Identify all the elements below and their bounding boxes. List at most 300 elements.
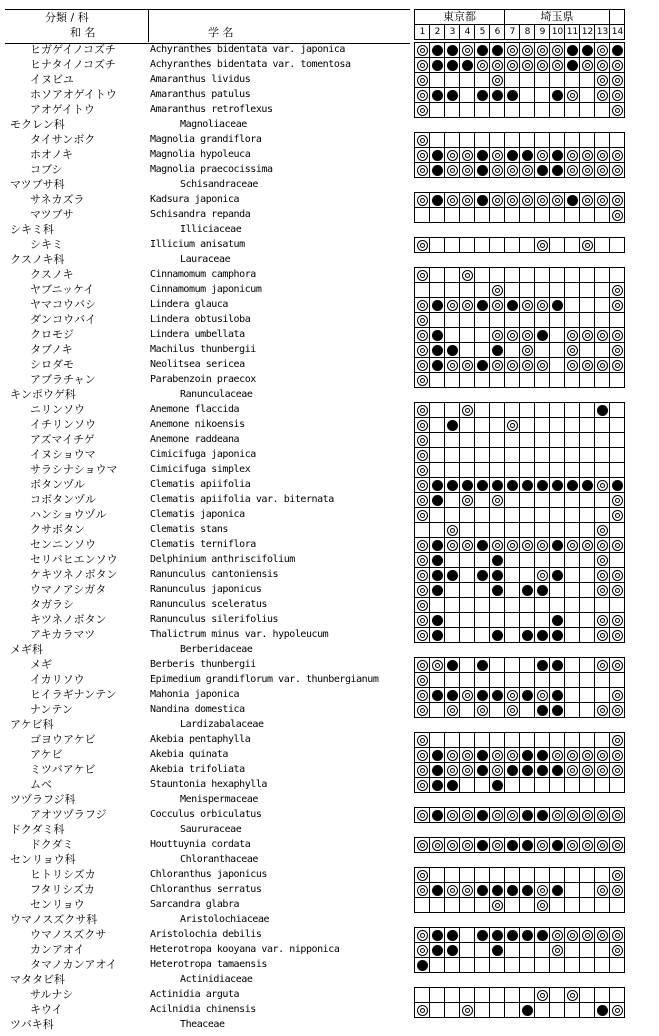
double-circle-icon — [462, 750, 473, 761]
family-name-ja: クスノキ科 — [10, 253, 65, 266]
site-cell — [460, 163, 475, 178]
site-cell — [595, 433, 610, 448]
site-number-7: 7 — [505, 25, 520, 40]
site-cell — [595, 598, 610, 613]
site-cell — [520, 343, 535, 358]
filled-circle-icon — [537, 930, 548, 941]
site-cell — [460, 208, 475, 223]
site-cell — [595, 583, 610, 598]
site-cell — [580, 523, 595, 538]
double-circle-icon — [567, 330, 578, 341]
species-row — [0, 957, 412, 972]
site-cell — [595, 568, 610, 583]
site-cell — [610, 988, 625, 1003]
site-cell — [475, 928, 490, 943]
filled-circle-icon — [477, 750, 488, 761]
double-circle-icon — [612, 105, 623, 116]
site-cell — [520, 463, 535, 478]
site-cell — [505, 658, 520, 673]
site-cell — [445, 778, 460, 793]
site-cell — [415, 73, 430, 88]
site-cell — [520, 883, 535, 898]
site-cell — [520, 568, 535, 583]
site-cell — [610, 343, 625, 358]
species-row — [0, 807, 412, 822]
site-cell — [535, 43, 550, 58]
species-name-ja: ホソアオゲイトウ — [30, 88, 117, 101]
family-name-ja: ツヅラフジ科 — [10, 793, 76, 806]
site-cell — [610, 238, 625, 253]
site-cell — [580, 238, 595, 253]
site-cell — [580, 298, 595, 313]
double-circle-icon — [447, 840, 458, 851]
site-cell — [520, 163, 535, 178]
site-cell — [460, 103, 475, 118]
site-cell — [565, 838, 580, 853]
site-cell — [610, 958, 625, 973]
site-cell — [565, 628, 580, 643]
site-cell — [580, 688, 595, 703]
filled-circle-icon — [567, 195, 578, 206]
filled-circle-icon — [492, 90, 503, 101]
double-circle-icon — [417, 45, 428, 56]
site-cell — [535, 313, 550, 328]
site-cell — [580, 403, 595, 418]
site-cell — [445, 493, 460, 508]
site-cell — [415, 613, 430, 628]
species-row — [0, 612, 412, 627]
site-cell — [610, 538, 625, 553]
filled-circle-icon — [447, 345, 458, 356]
site-cell — [475, 508, 490, 523]
family-row — [0, 912, 412, 927]
site-cell — [580, 163, 595, 178]
site-cell — [610, 418, 625, 433]
species-row — [0, 522, 412, 537]
site-cell — [610, 838, 625, 853]
double-circle-icon — [597, 660, 608, 671]
site-cell — [415, 193, 430, 208]
species-row — [0, 687, 412, 702]
site-cell — [565, 358, 580, 373]
site-cell — [595, 193, 610, 208]
species-name-sci: Cinnamomum camphora — [150, 269, 256, 280]
filled-circle-icon — [522, 480, 533, 491]
site-cell — [535, 928, 550, 943]
site-cell — [550, 928, 565, 943]
species-row — [0, 747, 412, 762]
filled-circle-icon — [522, 630, 533, 641]
site-cell — [520, 493, 535, 508]
species-name-sci: Schisandra repanda — [150, 209, 251, 220]
site-cell — [505, 343, 520, 358]
double-circle-icon — [612, 630, 623, 641]
species-name-ja: セリバヒエンソウ — [30, 553, 118, 566]
site-cell — [565, 673, 580, 688]
double-circle-icon — [612, 90, 623, 101]
site-cell — [475, 763, 490, 778]
site-number-3: 3 — [445, 25, 460, 40]
double-circle-icon — [417, 690, 428, 701]
double-circle-icon — [597, 330, 608, 341]
site-cell — [460, 898, 475, 913]
site-cell — [505, 583, 520, 598]
family-name-sci: Actinidiaceae — [180, 974, 253, 985]
species-name-ja: イカリソウ — [30, 673, 85, 686]
site-cell — [445, 883, 460, 898]
species-name-sci: Clematis terniflora — [150, 539, 256, 550]
filled-circle-icon — [537, 630, 548, 641]
species-name-sci: Heterotropa kooyana var. nipponica — [150, 944, 340, 955]
site-cell — [445, 418, 460, 433]
filled-circle-icon — [552, 540, 563, 551]
species-name-sci: Heterotropa tamaensis — [150, 959, 267, 970]
site-cell — [580, 763, 595, 778]
site-cell — [550, 868, 565, 883]
filled-circle-icon — [567, 480, 578, 491]
double-circle-icon — [612, 750, 623, 761]
filled-circle-icon — [432, 630, 443, 641]
filled-circle-icon — [492, 780, 503, 791]
site-cell — [430, 733, 445, 748]
site-cell — [565, 868, 580, 883]
occurrence-grid — [414, 927, 625, 973]
filled-circle-icon — [432, 930, 443, 941]
site-number-8: 8 — [520, 25, 535, 40]
double-circle-icon — [612, 300, 623, 311]
filled-circle-icon — [477, 930, 488, 941]
site-cell — [505, 73, 520, 88]
double-circle-icon — [492, 75, 503, 86]
double-circle-icon — [507, 195, 518, 206]
double-circle-icon — [507, 810, 518, 821]
filled-circle-icon — [432, 570, 443, 581]
site-cell — [520, 538, 535, 553]
site-cell — [475, 418, 490, 433]
site-cell — [490, 403, 505, 418]
site-cell — [415, 1003, 430, 1018]
double-circle-icon — [612, 930, 623, 941]
site-cell — [610, 493, 625, 508]
site-cell — [490, 868, 505, 883]
family-name-ja: ウマノスズクサ科 — [10, 913, 98, 926]
site-cell — [430, 163, 445, 178]
double-circle-icon — [447, 885, 458, 896]
site-cell — [415, 103, 430, 118]
site-cell — [565, 883, 580, 898]
site-cell — [460, 418, 475, 433]
filled-circle-icon — [552, 660, 563, 671]
site-cell — [565, 538, 580, 553]
site-cell — [415, 733, 430, 748]
species-name-ja: ヒガゲイノコズチ — [30, 43, 116, 56]
site-cell — [430, 553, 445, 568]
double-circle-icon — [417, 615, 428, 626]
species-name-ja: ヒイラギナンテン — [30, 688, 117, 701]
site-cell — [490, 538, 505, 553]
double-circle-icon — [417, 870, 428, 881]
site-cell — [550, 478, 565, 493]
species-name-sci: Magnolia grandiflora — [150, 134, 262, 145]
species-name-ja: ホオノキ — [30, 148, 73, 161]
site-cell — [460, 328, 475, 343]
double-circle-icon — [417, 345, 428, 356]
site-cell — [580, 598, 595, 613]
family-name-ja: キンポウゲ科 — [10, 388, 76, 401]
site-cell — [550, 268, 565, 283]
filled-circle-icon — [477, 690, 488, 701]
occurrence-grid — [414, 987, 625, 1018]
site-cell — [460, 928, 475, 943]
family-row — [0, 852, 412, 867]
site-number-2: 2 — [430, 25, 445, 40]
site-cell — [430, 778, 445, 793]
site-cell — [505, 313, 520, 328]
filled-circle-icon — [612, 45, 623, 56]
site-cell — [490, 673, 505, 688]
site-cell — [610, 73, 625, 88]
site-cell — [475, 268, 490, 283]
site-cell — [490, 808, 505, 823]
site-cell — [535, 688, 550, 703]
site-cell — [520, 628, 535, 643]
site-cell — [445, 808, 460, 823]
double-circle-icon — [582, 840, 593, 851]
site-cell — [475, 298, 490, 313]
site-cell — [550, 418, 565, 433]
site-cell — [595, 493, 610, 508]
filled-circle-icon — [477, 765, 488, 776]
site-cell — [595, 868, 610, 883]
species-row — [0, 87, 412, 102]
site-cell — [595, 688, 610, 703]
site-cell — [610, 148, 625, 163]
filled-circle-icon — [537, 165, 548, 176]
site-cell — [445, 373, 460, 388]
site-cell — [415, 883, 430, 898]
double-circle-icon — [417, 330, 428, 341]
site-cell — [490, 943, 505, 958]
site-cell — [550, 1003, 565, 1018]
site-cell — [520, 313, 535, 328]
double-circle-icon — [612, 150, 623, 161]
double-circle-icon — [492, 840, 503, 851]
double-circle-icon — [462, 1005, 473, 1016]
site-cell — [520, 943, 535, 958]
double-circle-icon — [597, 165, 608, 176]
site-cell — [475, 988, 490, 1003]
double-circle-icon — [417, 540, 428, 551]
filled-circle-icon — [447, 660, 458, 671]
site-cell — [580, 778, 595, 793]
site-cell — [490, 103, 505, 118]
filled-circle-icon — [537, 705, 548, 716]
site-cell — [460, 373, 475, 388]
site-cell — [490, 688, 505, 703]
site-cell — [505, 103, 520, 118]
site-cell — [535, 628, 550, 643]
site-cell — [535, 148, 550, 163]
filled-circle-icon — [477, 840, 488, 851]
filled-circle-icon — [552, 630, 563, 641]
site-cell — [550, 778, 565, 793]
site-cell — [520, 433, 535, 448]
site-cell — [580, 703, 595, 718]
filled-circle-icon — [447, 690, 458, 701]
species-name-sci: Clematis apiifolia — [150, 479, 251, 490]
site-cell — [505, 148, 520, 163]
site-cell — [535, 898, 550, 913]
site-cell — [610, 688, 625, 703]
species-name-sci: Houttuynia cordata — [150, 839, 251, 850]
site-cell — [595, 943, 610, 958]
site-cell — [535, 733, 550, 748]
site-cell — [460, 43, 475, 58]
site-cell — [475, 868, 490, 883]
site-cell — [520, 238, 535, 253]
site-cell — [460, 613, 475, 628]
site-cell — [535, 163, 550, 178]
site-cell — [535, 583, 550, 598]
grid-header-box — [414, 9, 625, 40]
double-circle-icon — [417, 300, 428, 311]
species-row — [0, 882, 412, 897]
site-cell — [505, 283, 520, 298]
site-cell — [460, 313, 475, 328]
species-row — [0, 657, 412, 672]
site-cell — [460, 808, 475, 823]
site-cell — [610, 568, 625, 583]
family-name-ja: センリョウ科 — [10, 853, 76, 866]
species-row — [0, 732, 412, 747]
site-cell — [490, 133, 505, 148]
filled-circle-icon — [537, 765, 548, 776]
site-cell — [595, 733, 610, 748]
site-cell — [595, 283, 610, 298]
site-cell — [490, 88, 505, 103]
site-cell — [550, 898, 565, 913]
site-cell — [415, 688, 430, 703]
site-cell — [535, 193, 550, 208]
double-circle-icon — [597, 150, 608, 161]
double-circle-icon — [552, 750, 563, 761]
site-cell — [505, 748, 520, 763]
double-circle-icon — [612, 585, 623, 596]
occurrence-grid — [414, 42, 625, 118]
site-cell — [475, 898, 490, 913]
site-cell — [595, 508, 610, 523]
site-cell — [490, 268, 505, 283]
site-cell — [580, 493, 595, 508]
site-cell — [595, 298, 610, 313]
site-cell — [490, 58, 505, 73]
site-cell — [445, 838, 460, 853]
site-cell — [535, 298, 550, 313]
double-circle-icon — [597, 885, 608, 896]
site-cell — [475, 193, 490, 208]
site-cell — [520, 898, 535, 913]
site-cell — [475, 568, 490, 583]
site-cell — [535, 943, 550, 958]
filled-circle-icon — [522, 690, 533, 701]
double-circle-icon — [417, 630, 428, 641]
site-cell — [445, 508, 460, 523]
site-cell — [565, 523, 580, 538]
site-cell — [430, 448, 445, 463]
filled-circle-icon — [432, 60, 443, 71]
site-cell — [505, 58, 520, 73]
double-circle-icon — [507, 705, 518, 716]
double-circle-icon — [612, 765, 623, 776]
double-circle-icon — [597, 840, 608, 851]
site-cell — [610, 868, 625, 883]
site-cell — [535, 433, 550, 448]
double-circle-icon — [447, 525, 458, 536]
double-circle-icon — [447, 195, 458, 206]
species-name-ja: イヌビユ — [30, 73, 74, 86]
double-circle-icon — [582, 60, 593, 71]
species-row — [0, 447, 412, 462]
double-circle-icon — [417, 360, 428, 371]
species-row — [0, 312, 412, 327]
site-cell — [550, 958, 565, 973]
site-cell — [520, 658, 535, 673]
species-row — [0, 237, 412, 252]
species-name-sci: Achyranthes bidentata var. tomentosa — [150, 59, 351, 70]
site-cell — [490, 373, 505, 388]
site-cell — [610, 163, 625, 178]
double-circle-icon — [462, 405, 473, 416]
family-name-ja: ツバキ科 — [10, 1018, 54, 1031]
site-cell — [415, 58, 430, 73]
double-circle-icon — [507, 690, 518, 701]
site-cell — [475, 373, 490, 388]
site-cell — [490, 193, 505, 208]
species-row — [0, 702, 412, 717]
site-cell — [520, 88, 535, 103]
species-name-sci: Lindera glauca — [150, 299, 228, 310]
site-cell — [535, 448, 550, 463]
double-circle-icon — [417, 765, 428, 776]
species-name-ja: タマノカンアオイ — [30, 958, 117, 971]
double-circle-icon — [507, 165, 518, 176]
site-cell — [505, 328, 520, 343]
site-cell — [490, 1003, 505, 1018]
species-row — [0, 357, 412, 372]
double-circle-icon — [597, 705, 608, 716]
species-row — [0, 507, 412, 522]
site-cell — [505, 208, 520, 223]
family-row — [0, 792, 412, 807]
site-cell — [610, 598, 625, 613]
filled-circle-icon — [507, 150, 518, 161]
double-circle-icon — [417, 945, 428, 956]
site-cell — [535, 343, 550, 358]
species-row — [0, 627, 412, 642]
double-circle-icon — [537, 60, 548, 71]
site-cell — [445, 523, 460, 538]
site-cell — [460, 988, 475, 1003]
site-cell — [490, 928, 505, 943]
site-cell — [595, 133, 610, 148]
double-circle-icon — [507, 60, 518, 71]
site-cell — [565, 373, 580, 388]
double-circle-icon — [612, 360, 623, 371]
site-cell — [490, 343, 505, 358]
species-name-sci: Anemone nikoensis — [150, 419, 245, 430]
family-name-ja: メギ科 — [10, 643, 43, 656]
double-circle-icon — [432, 660, 443, 671]
